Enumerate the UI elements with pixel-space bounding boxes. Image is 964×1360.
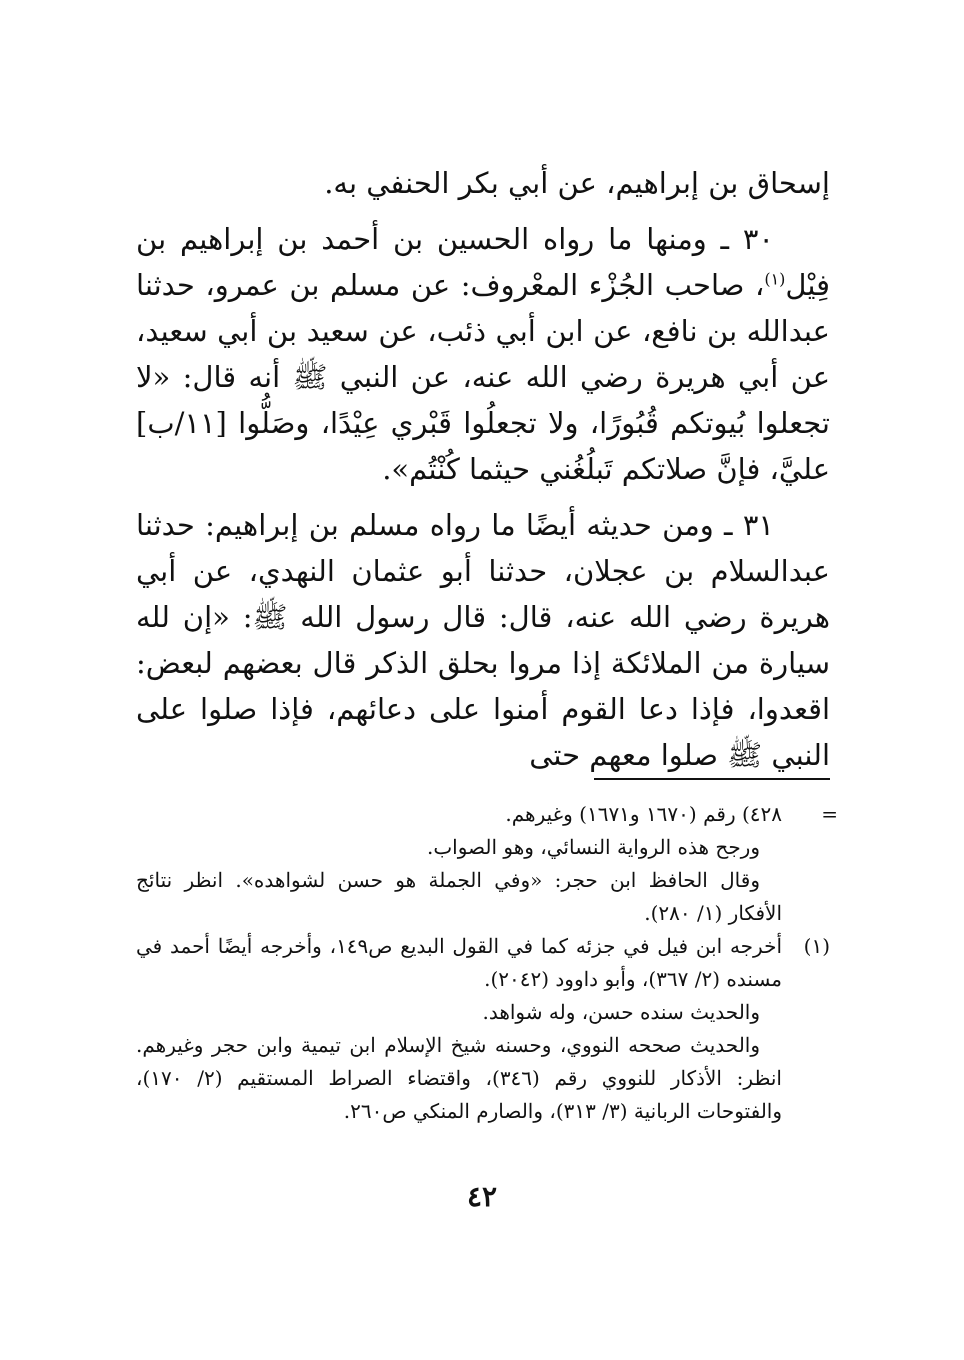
body-text: [136, 160, 830, 778]
continuation-line: إسحاق بن إبراهيم، عن أبي بكر الحنفي به.: [324, 166, 830, 200]
footnote-separator: [594, 778, 830, 780]
footnote-continuation-line-2: ورجح هذه الرواية النسائي، وهو الصواب.: [426, 835, 760, 859]
footnote-1-text: أخرجه ابن فيل في جزئه كما في القول البديع ص١٤٩، وأخرجه أيضًا أحمد في مسنده (٢/ ٣٦٧)، وأبو داوود (٢٠٤٢).: [136, 934, 782, 991]
footnote-1-line-3: والحديث صححه النووي، وحسنه شيخ الإسلام ابن تيمية وابن حجر وغيرهم. انظر: الأذكار للنووي رقم (٣٤٦)، واقتضاء الصراط المستقيم (٢/ ١٧٠)، والفتوحات الربانية (٣/ ٣١٣)، والصارم المنكي ص٢٦٠.: [136, 1033, 782, 1123]
paragraph-30-rest: ، صاحب الجُزْء المعْروف: عن مسلم بن عمرو، حدثنا عبدالله بن نافع، عن ابن أبي ذئب، عن سعيد بن أبي سعيد، عن أبي هريرة رضي الله عنه، عن النبي ﷺ أنه قال: «لا تجعلوا بُيوتكم قُبُورًا، ولا تجعلُوا قَبْري عِيْدًا، وصَلُّوا [١١/ب] عليَّ، فإنَّ صلاتكم تَبلُغُني حيثما كُنْتُم».: [136, 268, 830, 486]
footnote-continuation-line-3: وقال الحافظ ابن حجر: «وفي الجملة هو حسن لشواهده». انظر نتائج الأفكار (١/ ٢٨٠).: [136, 868, 782, 925]
footnote-reference-1[interactable]: (١): [764, 269, 786, 289]
paragraph-30-text: ٣٠ ـ ومنها ما رواه الحسين بن أحمد بن إبراهيم بن فِيْل: [136, 222, 830, 302]
footnote-1: [136, 930, 830, 996]
continuation-marker: =: [821, 802, 838, 826]
main-text-block: [136, 160, 830, 778]
paragraph-31: ٣١ ـ ومن حديثه أيضًا ما رواه مسلم بن إبراهيم: حدثنا عبدالسلام بن عجلان، حدثنا أبو عثمان النهدي، عن أبي هريرة رضي الله عنه، قال: قال رسول الله ﷺ: «إن لله سيارة من الملائكة إذا مروا بحلق الذكر قال بعضهم لبعض: اقعدوا، فإذا دعا القوم أمنوا على دعائهم، فإذا صلوا على النبي ﷺ صلوا معهم حتى: [136, 508, 830, 772]
page-number: ٤٢: [466, 1180, 498, 1213]
footnote-1-line-2: والحديث سنده حسن، وله شواهد.: [482, 1000, 760, 1024]
footnote-continuation-line: [136, 798, 838, 831]
footnotes-block: [136, 798, 838, 1128]
paragraph-30: [136, 216, 830, 492]
footnote-continuation-text: ٤٢٨) رقم (١٦٧٠ و١٦٧١) وغيرهم.: [505, 802, 782, 826]
footnote-1-number: (١): [803, 934, 830, 958]
